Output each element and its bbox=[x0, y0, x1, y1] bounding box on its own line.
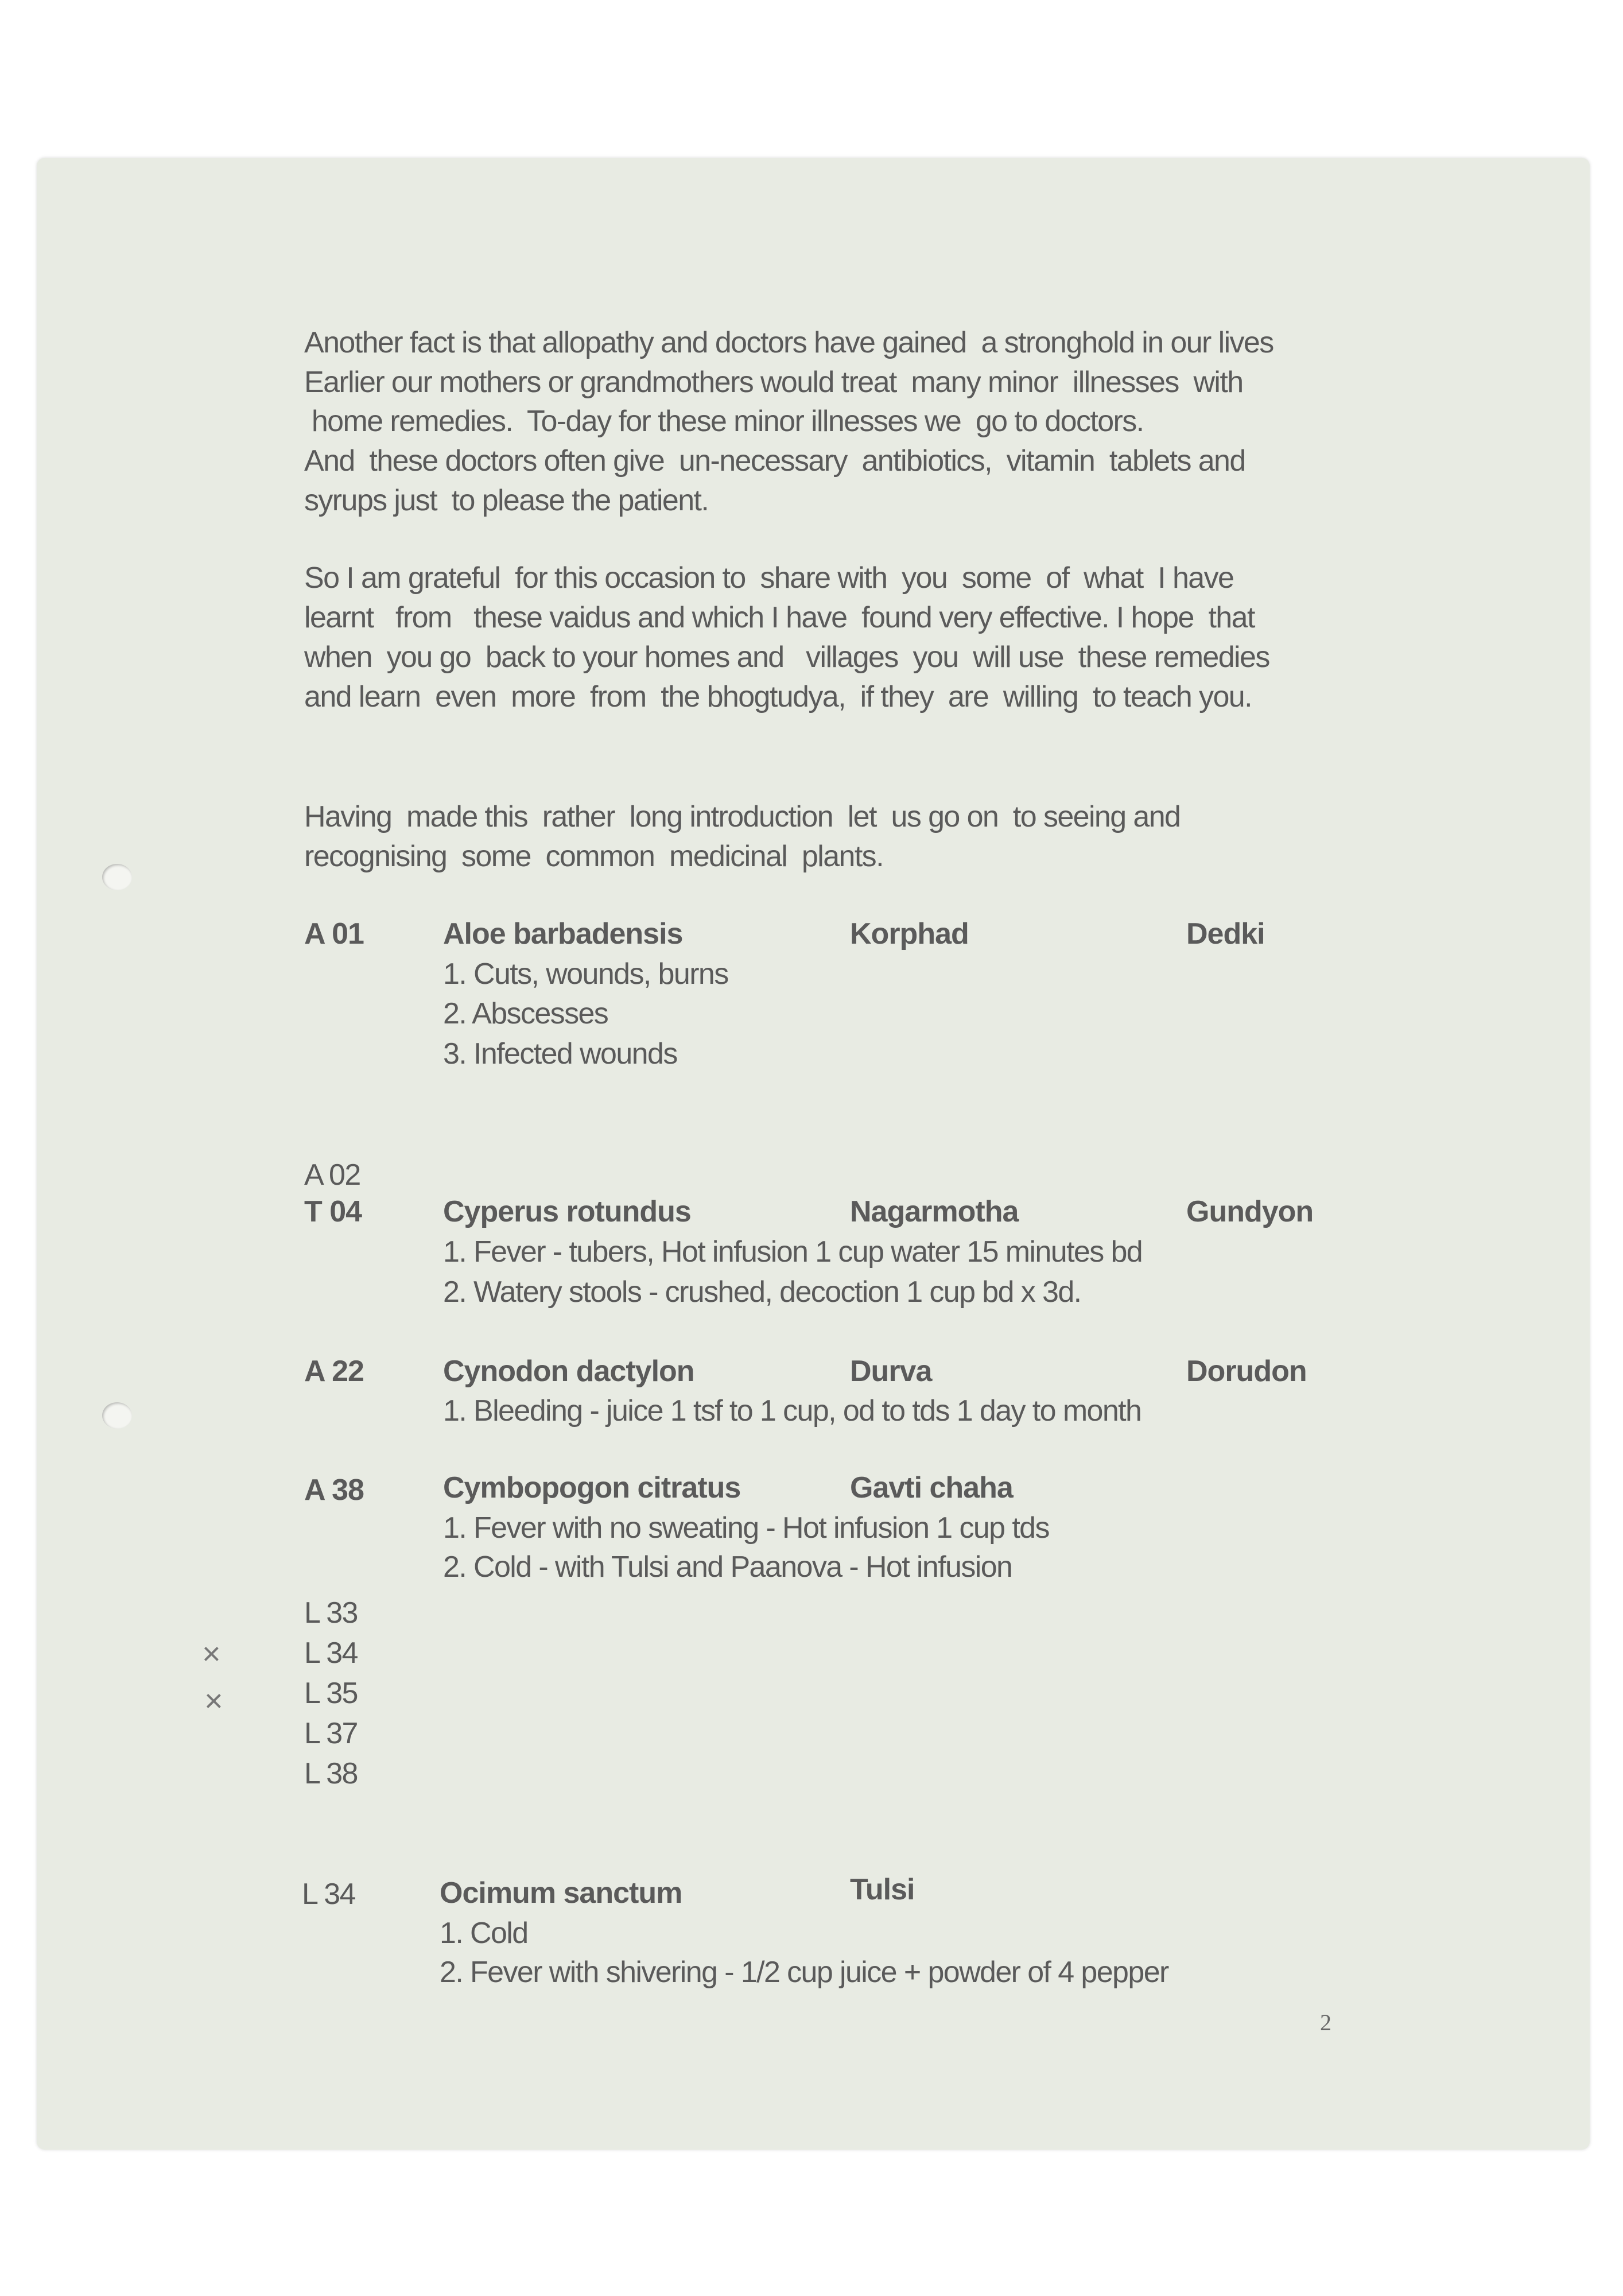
body-text-line: when you go back to your homes and villages you will use these remedies bbox=[304, 641, 1269, 674]
plant-use: 2. Watery stools - crushed, decoction 1 cup bd x 3d. bbox=[443, 1275, 1081, 1309]
plant-use: 2. Cold - with Tulsi and Paanova - Hot infusion bbox=[443, 1550, 1012, 1584]
plant-local-name: Durva bbox=[850, 1355, 932, 1388]
plant-local-name: Korphad bbox=[850, 917, 969, 951]
page-number: 2 bbox=[1320, 2010, 1331, 2035]
plant-use: 1. Bleeding - juice 1 tsf to 1 cup, od to tds 1 day to month bbox=[443, 1394, 1141, 1428]
plant-use: 2. Fever with shivering - 1/2 cup juice + powder of 4 pepper bbox=[440, 1956, 1168, 1989]
plant-latin-name: Cynodon dactylon bbox=[443, 1355, 694, 1388]
plant-code: L 35 bbox=[304, 1677, 358, 1710]
handwritten-x-mark: × bbox=[204, 1682, 223, 1719]
plant-latin-name: Aloe barbadensis bbox=[443, 917, 683, 951]
plant-local-name: Gavti chaha bbox=[850, 1471, 1013, 1504]
body-text-line: And these doctors often give un-necessary antibiotics, vitamin tablets and bbox=[304, 444, 1245, 478]
plant-local-name: Nagarmotha bbox=[850, 1195, 1019, 1228]
plant-other-name: Dorudon bbox=[1186, 1355, 1307, 1388]
plant-use: 3. Infected wounds bbox=[443, 1037, 677, 1071]
body-text-line: recognising some common medicinal plants. bbox=[304, 840, 883, 873]
handwritten-x-mark: × bbox=[202, 1635, 221, 1671]
plant-latin-name: Cymbopogon citratus bbox=[443, 1471, 741, 1504]
plant-code: L 38 bbox=[304, 1757, 358, 1790]
body-text-line: home remedies. To-day for these minor illnesses we go to doctors. bbox=[304, 405, 1144, 438]
plant-code: L 33 bbox=[304, 1596, 358, 1630]
plant-code: L 34 bbox=[302, 1878, 355, 1911]
plant-other-name: Gundyon bbox=[1186, 1195, 1314, 1228]
body-text-line: Earlier our mothers or grandmothers would treat many minor illnesses with bbox=[304, 366, 1243, 399]
plant-other-name: Dedki bbox=[1186, 917, 1265, 951]
body-text-line: Another fact is that allopathy and doctors have gained a stronghold in our lives bbox=[304, 326, 1273, 359]
plant-use: 1. Fever with no sweating - Hot infusion 1 cup tds bbox=[443, 1511, 1049, 1545]
plant-code: L 37 bbox=[304, 1717, 358, 1750]
plant-code: A 38 bbox=[304, 1473, 364, 1507]
plant-local-name: Tulsi bbox=[850, 1873, 915, 1906]
body-text-line: learnt from these vaidus and which I have found very effective. I hope that bbox=[304, 601, 1255, 634]
punch-hole bbox=[102, 1402, 132, 1429]
plant-latin-name: Ocimum sanctum bbox=[440, 1876, 682, 1910]
plant-latin-name: Cyperus rotundus bbox=[443, 1195, 691, 1228]
plant-use: 1. Cuts, wounds, burns bbox=[443, 957, 728, 991]
punch-hole bbox=[102, 864, 132, 890]
body-text-line: syrups just to please the patient. bbox=[304, 484, 709, 517]
plant-use: 2. Abscesses bbox=[443, 997, 608, 1030]
plant-code: T 04 bbox=[304, 1195, 362, 1228]
plant-use: 1. Fever - tubers, Hot infusion 1 cup water 15 minutes bd bbox=[443, 1235, 1143, 1269]
body-text-line: So I am grateful for this occasion to share with you some of what I have bbox=[304, 561, 1234, 595]
plant-use: 1. Cold bbox=[440, 1917, 528, 1950]
plant-code: A 22 bbox=[304, 1355, 364, 1388]
body-text-line: Having made this rather long introduction let us go on to seeing and bbox=[304, 800, 1181, 833]
plant-code: A 01 bbox=[304, 917, 364, 951]
body-text-line: and learn even more from the bhogtudya, if they are willing to teach you. bbox=[304, 680, 1252, 713]
plant-code: A 02 bbox=[304, 1158, 360, 1192]
plant-code: L 34 bbox=[304, 1636, 358, 1670]
